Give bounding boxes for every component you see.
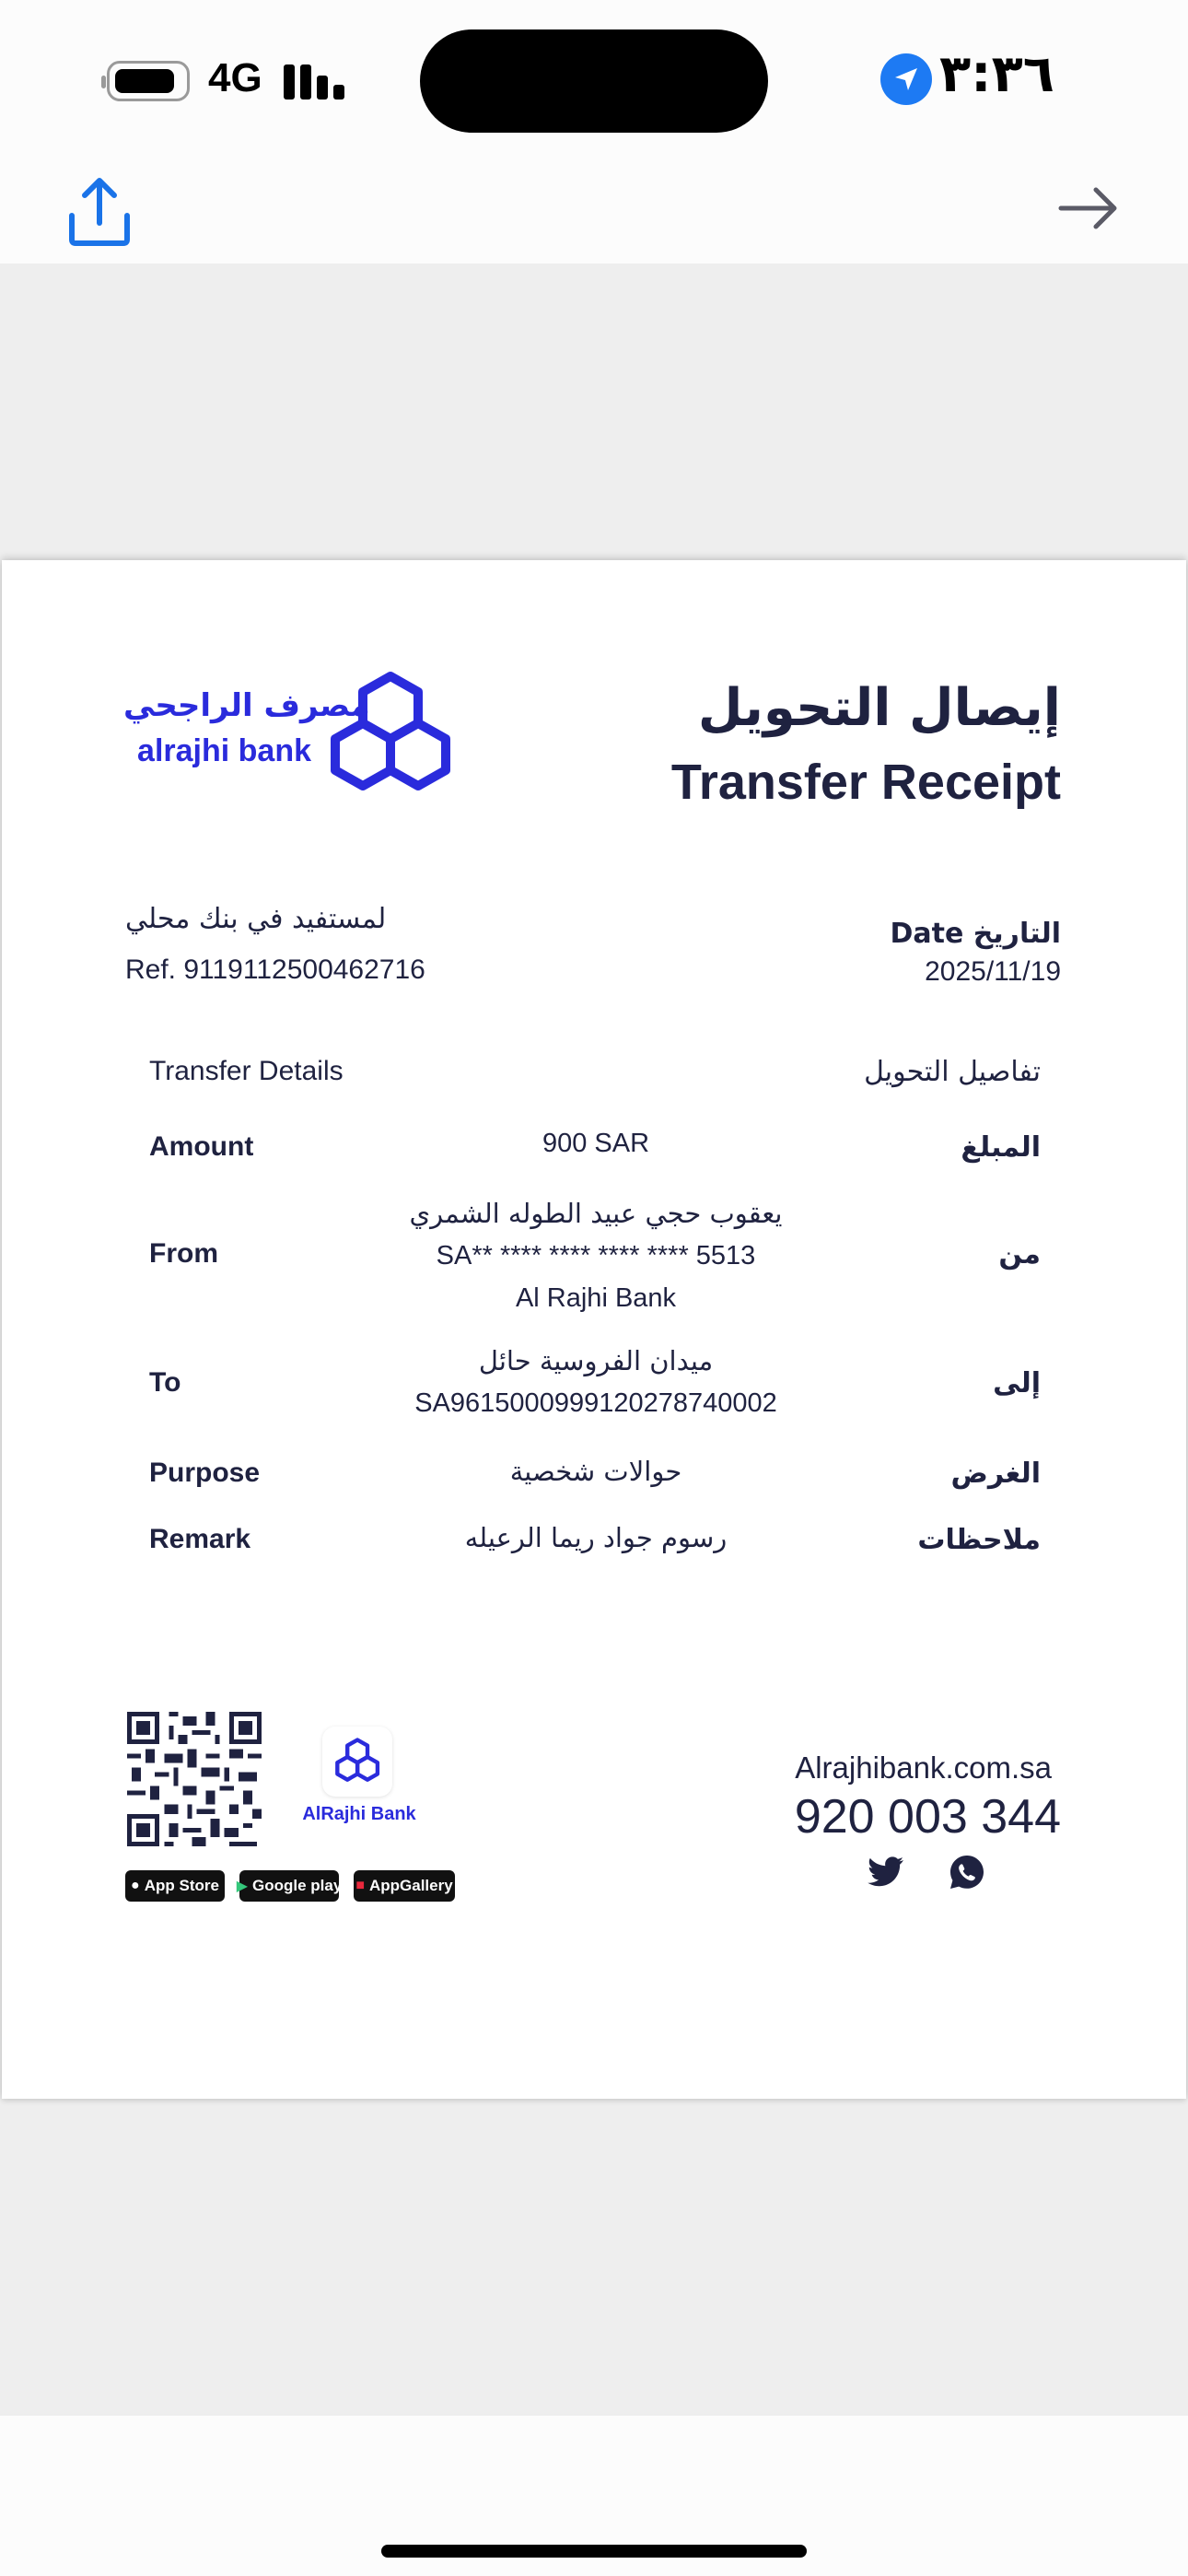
nav-bar	[0, 157, 1188, 263]
status-bar	[0, 0, 1188, 157]
amount-label-en: Amount	[149, 1131, 254, 1162]
to-iban: SA9615000999120278740002	[414, 1388, 777, 1418]
purpose-label-ar: الغرض	[950, 1458, 1041, 1490]
purpose-value	[370, 1450, 821, 1493]
app-store-badge[interactable]	[125, 1870, 225, 1902]
alrajhi-logo-icon	[328, 671, 453, 796]
beneficiary-type: لمستفيد في بنك محلي	[125, 903, 387, 935]
battery-icon	[107, 61, 190, 101]
phone-number[interactable]: 920 003 344	[794, 1790, 1061, 1844]
transfer-details-title-ar: تفاصيل التحويل	[864, 1056, 1041, 1088]
appgallery-badge[interactable]	[354, 1870, 455, 1902]
logo-english-text: alrajhi bank	[137, 733, 311, 768]
app-store-label: App Store	[144, 1877, 219, 1894]
to-name: ميدان الفروسية حائل	[478, 1345, 714, 1376]
network-type: 4G	[208, 55, 262, 100]
date-label: Date التاريخ	[890, 918, 1061, 950]
alrajhi-logo	[123, 671, 455, 800]
reference-number: Ref. 9119112500462716	[125, 954, 425, 985]
twitter-icon[interactable]	[868, 1856, 904, 1889]
google-play-icon: ▶	[236, 1879, 249, 1894]
to-label-ar: إلى	[993, 1367, 1041, 1399]
google-play-label: Google play	[252, 1877, 343, 1894]
alrajhi-logo-small-icon	[322, 1727, 392, 1797]
amount-value: 900 SAR	[542, 1129, 650, 1158]
alrajhi-app-icon[interactable]	[322, 1727, 392, 1797]
google-play-badge[interactable]	[236, 1870, 343, 1902]
from-label-en: From	[149, 1238, 218, 1269]
date-value: 2025/11/19	[925, 956, 1061, 987]
app-name: AlRajhi Bank	[302, 1804, 416, 1824]
remark-label-ar: ملاحظات	[917, 1524, 1041, 1556]
logo-arabic-text: مصرف الراجحي	[123, 687, 370, 724]
home-area	[0, 2416, 1188, 2576]
dynamic-island	[420, 29, 768, 133]
receipt-title-english: Transfer Receipt	[670, 755, 1061, 810]
remark-text: رسوم جواد ريما الرعيله	[464, 1522, 728, 1553]
to-label-en: To	[149, 1367, 181, 1398]
transfer-receipt	[2, 560, 1186, 2099]
from-details	[370, 1192, 821, 1319]
from-name: يعقوب حجي عبيد الطوله الشمري	[409, 1198, 783, 1229]
forward-arrow-icon	[1055, 179, 1122, 238]
purpose-text: حوالات شخصية	[509, 1456, 682, 1487]
forward-button[interactable]	[1055, 179, 1122, 238]
share-icon	[64, 175, 134, 249]
from-account: SA** **** **** **** **** 5513	[436, 1241, 756, 1270]
remark-label-en: Remark	[149, 1524, 251, 1554]
amount-label-ar: المبلغ	[961, 1131, 1041, 1164]
status-time: ٣:٣٦	[939, 44, 1054, 104]
apple-icon: ●	[131, 1878, 140, 1893]
whatsapp-icon[interactable]	[949, 1854, 985, 1891]
qr-code	[127, 1712, 262, 1846]
signal-icon	[284, 61, 348, 100]
location-arrow-icon	[880, 53, 932, 105]
remark-value	[370, 1516, 821, 1560]
receipt-title-arabic: إيصال التحويل	[697, 678, 1061, 738]
appgallery-label: AppGallery	[368, 1877, 453, 1894]
home-indicator[interactable]	[381, 2545, 807, 2558]
purpose-label-en: Purpose	[149, 1458, 261, 1488]
from-label-ar: من	[998, 1238, 1041, 1270]
from-bank: Al Rajhi Bank	[515, 1283, 677, 1313]
website-link[interactable]: Alrajhibank.com.sa	[795, 1751, 1052, 1785]
huawei-icon: ■	[355, 1878, 365, 1893]
share-button[interactable]	[64, 175, 134, 249]
to-details	[370, 1340, 821, 1424]
transfer-details-title-en: Transfer Details	[149, 1056, 344, 1086]
